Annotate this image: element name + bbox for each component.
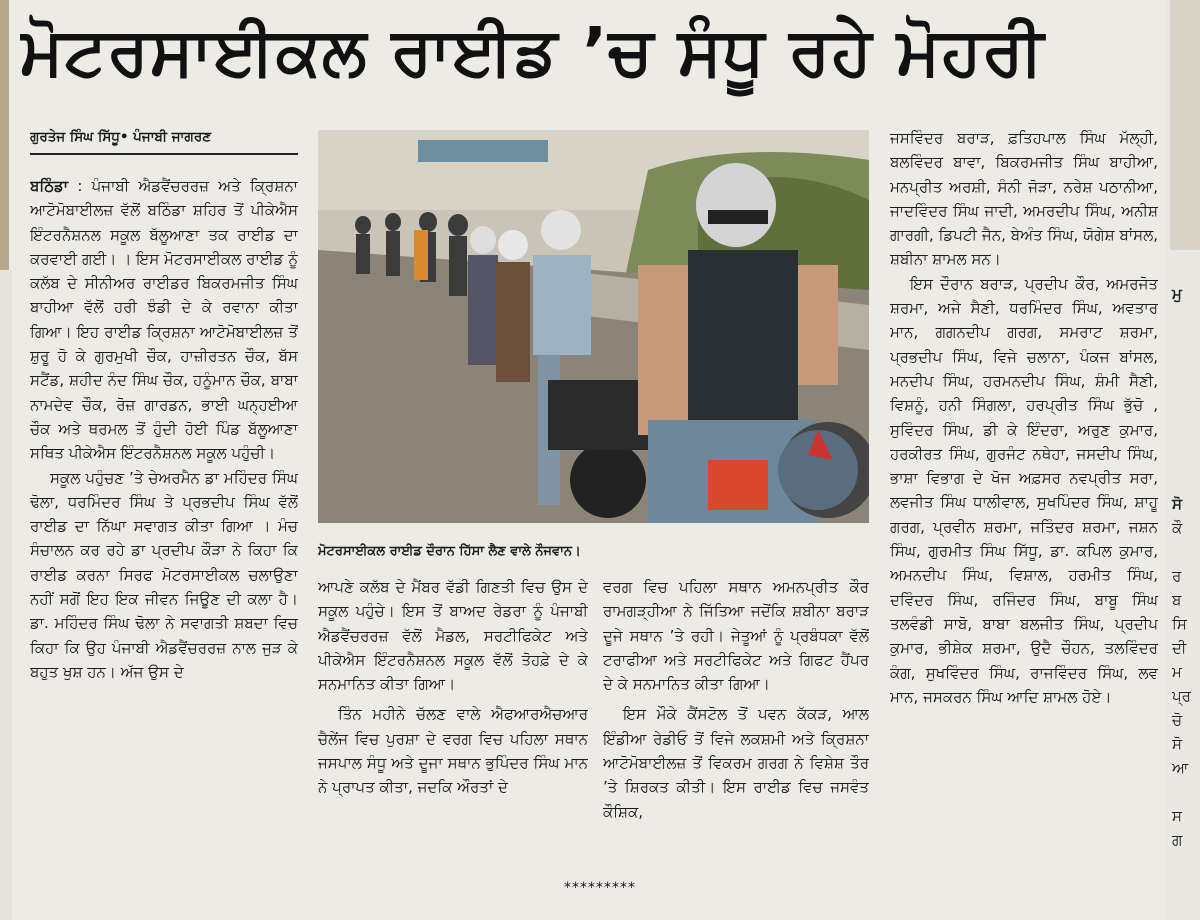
paragraph: ਸਕੂਲ ਪਹੁੰਚਣ ’ਤੇ ਚੇਅਰਮੈਨ ਡਾ ਮਹਿੰਦਰ ਸਿੰਘ ਢੋਲਾ, ਧਰਮਿੰਦਰ ਸਿੰਘ ਤੇ ਪ੍ਰਭਦੀਪ ਸਿੰਘ ਵੱਲੋਂ ਰਾਈਡ ਦਾ ਨਿੱਘਾ ਸਵਾਗਤ ਕੀਤਾ ਗਿਆ । ਮੰਚ ਸੰਚਾਲਨ ਕਰ ਰਹੇ ਡਾ ਪ੍ਰਦੀਪ ਕੌੜਾ ਨੇ ਕਿਹਾ ਕਿ ਰਾਈਡ ਕਰਨਾ ਸਿਰਫ ਮੋਟਰਸਾਈਕਲ ਚਲਾਉਣਾ ਨਹੀਂ ਸਗੋਂ ਇਹ ਇਕ ਜੀਵਨ ਜਿਊਣ ਦੀ ਕਲਾ ਹੈ। ਡਾ. ਮਹਿੰਦਰ ਸਿੰਘ ਢੋਲਾ ਨੇ ਸਵਾਗਤੀ ਸ਼ਬਦਾ ਵਿਚ ਕਿਹਾ ਕਿ ਉਹ ਪੰਜਾਬੀ ਐਡਵੈਂਚਰਰਜ਼ ਨਾਲ ਜੁੜ ਕੇ ਬਹੁਤ ਖੁਸ਼ ਹਨ। ਅੱਜ ਉਸ ਦੇ (30, 468, 298, 681)
adjacent-text-fragment: ਮੁ (1172, 285, 1182, 303)
adjacent-text-fragment: ਕੌ (1172, 519, 1183, 537)
photo-caption: ਮੋਟਰਸਾਈਕਲ ਰਾਈਡ ਦੌਰਾਨ ਹਿੱਸਾ ਲੈਣ ਵਾਲੇ ਨੌਜਵਾਨ। (318, 544, 581, 559)
paragraph: ਜਸਵਿੰਦਰ ਬਰਾੜ, ਫ਼ਤਿਹਪਾਲ ਸਿੰਘ ਮੱਲ੍ਹੀ, ਬਲਵਿੰਦਰ ਬਾਵਾ, ਬਿਕਰਮਜੀਤ ਸਿੰਘ ਬਾਹੀਆ, ਮਨਪ੍ਰੀਤ ਅਰਸ਼ੀ, ਸੰਨੀ ਜੋੜਾ, ਨਰੇਸ਼ ਪਠਾਨੀਆ, ਜਾਦਵਿੰਦਰ ਸਿੰਘ ਜਾਦੀ, ਅਮਰਦੀਪ ਸਿੰਘ, ਅਨੀਸ਼ ਗਾਰਗੀ, ਡਿਪਟੀ ਜੈਨ, ਬੇਅੰਤ ਸਿੰਘ, ਯੋਗੇਸ਼ ਬਾਂਸਲ, ਸ਼ਬੀਨਾ ਸ਼ਾਮਲ ਸਨ। (890, 129, 1158, 269)
paragraph: ਵਰਗ ਵਿਚ ਪਹਿਲਾ ਸਥਾਨ ਅਮਨਪ੍ਰੀਤ ਕੌਰ ਰਾਮਗੜ੍ਹੀਆ ਨੇ ਜਿੱਤਿਆ ਜਦੋਂਕਿ ਸ਼ਬੀਨਾ ਬਰਾੜ ਦੂਜੇ ਸਥਾਨ ’ਤੇ ਰਹੀ। ਜੇਤੂਆਂ ਨੂੰ ਪ੍ਰਬੰਧਕਾ ਵੱਲੋਂ ਟਰਾਫੀਆ ਅਤੇ ਸਰਟੀਫਿਕੇਟ ਅਤੇ ਗਿਫਟ ਹੈਂਪਰ ਦੇ ਕੇ ਸਨਮਾਨਿਤ ਕੀਤਾ ਗਿਆ। (603, 578, 869, 694)
lead-paragraph (30, 174, 298, 466)
byline: ਗੁਰਤੇਜ ਸਿੰਘ ਸਿੱਧੂ• ਪੰਜਾਬੀ ਜਾਗਰਣ (30, 129, 211, 145)
adjacent-text-fragment: ਸਿ (1172, 615, 1187, 633)
adjacent-column-left-edge (0, 270, 12, 920)
adjacent-text-fragment: ਪ੍ਰ (1172, 687, 1191, 705)
adjacent-photo-right-edge (1170, 0, 1200, 250)
paragraph: ਤਿੰਨ ਮਹੀਨੇ ਚੱਲਣ ਵਾਲੇ ਐਫਆਰਐਚਆਰ ਚੈਲੇਂਜ ਵਿਚ ਪੁਰਸ਼ਾ ਦੇ ਵਰਗ ਵਿਚ ਪਹਿਲਾ ਸਥਾਨ ਜਸਪਾਲ ਸੰਧੂ ਅਤੇ ਦੂਜਾ ਸਥਾਨ ਭੁਪਿੰਦਰ ਸਿੰਘ ਮਾਨ ਨੇ ਪ੍ਰਾਪਤ ਕੀਤਾ, ਜਦਕਿ ਔਰਤਾਂ ਦੇ (318, 705, 588, 797)
byline-rule (30, 153, 298, 155)
adjacent-text-fragment: ਚੋ (1172, 711, 1183, 729)
news-photo-motorcycle-riders (318, 130, 869, 523)
adjacent-text-fragment: ਰ (1172, 567, 1182, 585)
article-column-1 (30, 174, 298, 860)
dateline: ਬਠਿੰਡਾ (30, 177, 69, 195)
adjacent-text-fragment: ਸੋ (1172, 495, 1182, 513)
adjacent-text-fragment: ਸ (1172, 807, 1182, 825)
paragraph-text: : ਪੰਜਾਬੀ ਐਡਵੈਂਚਰਰਜ਼ ਅਤੇ ਕ੍ਰਿਸ਼ਨਾ ਆਟੋਮੋਬਾਈਲਜ਼ ਵੱਲੋਂ ਬਠਿੰਡਾ ਸ਼ਹਿਰ ਤੋਂ ਪੀਕੇਐਸ ਇੰਟਰਨੈਸ਼ਨਲ ਸਕੂਲ ਬੱਲੂਆਣਾ ਤਕ ਰਾਈਡ ਦਾ ਕਰਵਾਈ ਗਈ। । ਇਸ ਮੋਟਰਸਾਈਕਲ ਰਾਈਡ ਨੂੰ ਕਲੱਬ ਦੇ ਸੀਨੀਅਰ ਰਾਈਡਰ ਬਿਕਰਮਜੀਤ ਸਿੰਘ ਬਾਹੀਆ ਵੱਲੋਂ ਹਰੀ ਝੰਡੀ ਦੇ ਕੇ ਰਵਾਨਾ ਕੀਤਾ ਗਿਆ। ਇਹ ਰਾਈਡ ਕ੍ਰਿਸ਼ਨਾ ਆਟੋਮੋਬਾਈਲਜ਼ ਤੋਂ ਸ਼ੁਰੂ ਹੋ ਕੇ ਗੁਰਮੁਖੀ ਚੌਕ, ਹਾਜ਼ੀਰਤਨ ਚੌਕ, ਬੱਸ ਸਟੈਂਡ, ਸ਼ਹੀਦ ਨੰਦ ਸਿੰਘ ਚੌਕ, ਹਨੂੰਮਾਨ ਚੌਕ, ਬਾਬਾ ਨਾਮਦੇਵ ਚੌਕ, ਰੋਜ਼ ਗਾਰਡਨ, ਭਾਈ ਘਨ੍ਹਈਆ ਚੌਕ ਅਤੇ ਥਰਮਲ ਤੋਂ ਹੁੰਦੀ ਹੋਈ ਪਿੰਡ ਬੱਲੂਆਣਾ ਸਥਿਤ ਪੀਕੇਐਸ ਇੰਟਰਨੈਸ਼ਨਲ ਸਕੂਲ ਪਹੁੰਚੀ। (30, 177, 298, 463)
article-column-2 (318, 575, 588, 865)
paragraph: ਇਸ ਮੌਕੇ ਕੈਂਸਟੋਲ ਤੋਂ ਪਵਨ ਕੱਕੜ, ਆਲ ਇੰਡੀਆ ਰੇਡੀਓ ਤੋਂ ਵਿਜੇ ਲਕਸ਼ਮੀ ਅਤੇ ਕ੍ਰਿਸ਼ਨਾ ਆਟੋਮੋਬਾਈਲਜ਼ ਤੋਂ ਵਿਕਰਮ ਗਰਗ ਨੇ ਵਿਸ਼ੇਸ਼ ਤੌਰ ’ਤੇ ਸ਼ਿਰਕਤ ਕੀਤੀ। ਇਸ ਰਾਈਡ ਵਿਚ ਜਸਵੰਤ ਕੌਸ਼ਿਕ, (603, 705, 869, 821)
adjacent-text-fragment: ਸੋ (1172, 735, 1182, 753)
adjacent-photo-left-edge (0, 0, 9, 270)
paragraph: ਆਪਣੇ ਕਲੱਬ ਦੇ ਮੈਂਬਰ ਵੱਡੀ ਗਿਣਤੀ ਵਿਚ ਉਸ ਦੇ ਸਕੂਲ ਪਹੁੰਚੇ। ਇਸ ਤੋਂ ਬਾਅਦ ਰੇਡਰਾ ਨੂੰ ਪੰਜਾਬੀ ਐਡਵੈਂਚਰਰਜ਼ ਵੱਲੋਂ ਮੈਡਲ, ਸਰਟੀਫਿਕੇਟ ਅਤੇ ਪੀਕੇਐਸ ਇੰਟਰਨੈਸ਼ਨਲ ਸਕੂਲ ਵੱਲੋਂ ਤੋਹਫ਼ੇ ਦੇ ਕੇ ਸਨਮਾਨਿਤ ਕੀਤਾ ਗਿਆ। (318, 578, 588, 694)
article-column-4 (890, 126, 1158, 866)
adjacent-text-fragment: ਬ (1172, 591, 1182, 609)
adjacent-text-fragment: ਆ (1172, 759, 1189, 777)
adjacent-text-fragment: ਗ (1172, 831, 1183, 849)
adjacent-text-fragment: ਮ (1172, 663, 1182, 681)
adjacent-text-fragment: ਦੀ (1172, 639, 1187, 657)
photo-illustration (318, 130, 869, 523)
paragraph: ਇਸ ਦੌਰਾਨ ਬਰਾੜ, ਪ੍ਰਦੀਪ ਕੌਰ, ਅਮਰਜੋਤ ਸ਼ਰਮਾ, ਅਜੇ ਸੈਣੀ, ਧਰਮਿੰਦਰ ਸਿੰਘ, ਅਵਤਾਰ ਮਾਨ, ਗਗਨਦੀਪ ਗਰਗ, ਸਮਰਾਟ ਸ਼ਰਮਾ, ਪ੍ਰਭਦੀਪ ਸਿੰਘ, ਵਿਜੇ ਚਲਾਨਾ, ਪੰਕਜ ਬਾਂਸਲ, ਮਨਦੀਪ ਸਿੰਘ, ਹਰਮਨਦੀਪ ਸਿੰਘ, ਸ਼ੰਮੀ ਸੈਣੀ, ਵਿਸ਼ਨੂੰ, ਹਨੀ ਸਿੰਗਲਾ, ਹਰਪ੍ਰੀਤ ਸਿੰਘ ਭੁੱਚੋ , ਸੁਵਿੰਦਰ ਸਿੰਘ, ਡੀ ਕੇ ਇੰਦਰਾ, ਅਰੁਣ ਕੁਮਾਰ, ਹਰਕੀਰਤ ਸਿੰਘ, ਗੁਰਜੰਟ ਨਥੇਹਾ, ਜਸਦੀਪ ਸਿੰਘ, ਭਾਸ਼ਾ ਵਿਭਾਗ ਦੇ ਖੋਜ ਅਫ਼ਸਰ ਨਵਪ੍ਰੀਤ ਸਰਾ, ਲਵਜੀਤ ਸਿੰਘ ਧਾਲੀਵਾਲ, ਸੁਖਪਿੰਦਰ ਸਿੰਘ, ਸ਼ਾਹੂ ਗਰਗ, ਪ੍ਰਵੀਨ ਸ਼ਰਮਾ, ਜਤਿੰਦਰ ਸ਼ਰਮਾ, ਜਸ਼ਨ ਸਿੰਘ, ਗੁਰਮੀਤ ਸਿੰਘ ਸਿੱਧੂ, ਡਾ. ਕਪਿਲ ਕੁਮਾਰ, ਅਮਨਦੀਪ ਸਿੰਘ, ਵਿਸ਼ਾਲ, ਹਰਮੀਤ ਸਿੰਘ, ਦਵਿੰਦਰ ਸਿੰਘ, ਰਜਿੰਦਰ ਸਿੰਘ, ਬਾਬੂ ਸਿੰਘ ਤਲਵੰਡੀ ਸਾਬੋ, ਬਾਬਾ ਬਲਜੀਤ ਸਿੰਘ, ਪ੍ਰਦੀਪ ਕੁਮਾਰ, ਭੀਸ਼ੇਕ ਸ਼ਰਮਾ, ਉਦੈ ਚੌਹਨ, ਤਲਵਿੰਦਰ ਕੰਗ, ਸੁਖਵਿੰਦਰ ਸਿੰਘ, ਰਾਜਵਿੰਦਰ ਸਿੰਘ, ਲਵ ਮਾਨ, ਜਸਕਰਨ ਸਿੰਘ ਆਦਿ ਸ਼ਾਮਲ ਹੋਏ। (890, 274, 1158, 706)
end-separator: ********* (564, 880, 636, 896)
headline: ਮੋਟਰਸਾਈਕਲ ਰਾਈਡ ’ਚ ਸੰਧੂ ਰਹੇ ਮੋਹਰੀ (20, 13, 1045, 90)
article-column-3 (603, 575, 869, 865)
